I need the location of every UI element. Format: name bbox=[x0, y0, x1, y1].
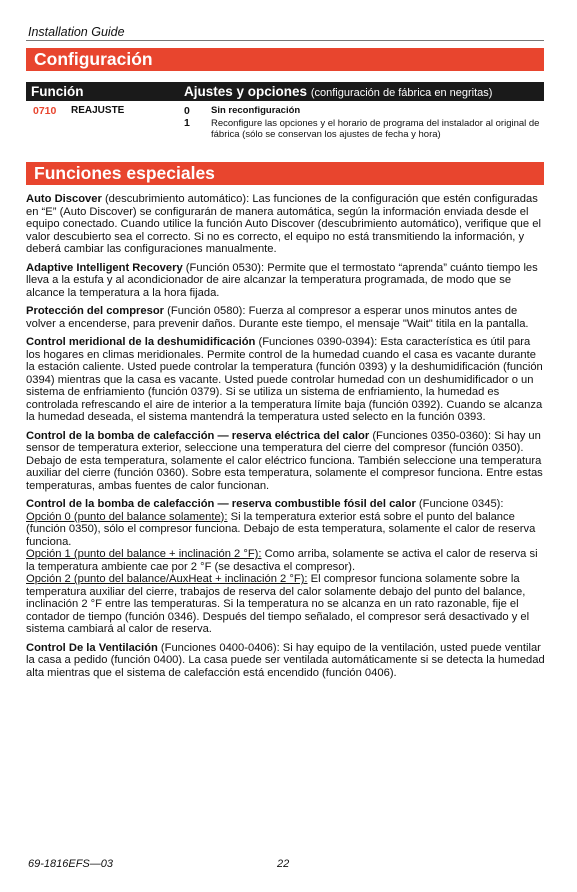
header-divider bbox=[26, 40, 544, 41]
paragraph-compressor-protection bbox=[26, 305, 546, 330]
document-header-label: Installation Guide bbox=[28, 25, 125, 39]
paragraph-text: (Función 0580): Fuerza al compresor a esperar unos minutos antes de volver a encenderse, para prevenir daños. Durante este tiempo, el mensaje "Wait" titila en la pantalla. bbox=[26, 305, 529, 330]
paragraph-ventilation bbox=[26, 642, 546, 680]
paragraph-text: Si la temperatura exterior está sobre el punto del balance (función 0350), sólo el compresor funciona. Debajo de esta temperatura, solamente el calor de reserva funciona. bbox=[26, 510, 536, 548]
paragraph-heat-pump-electric bbox=[26, 430, 546, 493]
paragraph-lead: Control De la Ventilación bbox=[26, 641, 158, 654]
option-number: 1 bbox=[184, 117, 190, 129]
page-number: 22 bbox=[277, 858, 290, 870]
special-functions-content bbox=[26, 193, 546, 685]
paragraph-auto-discover bbox=[26, 193, 546, 256]
paragraph-lead: Adaptive Intelligent Recovery bbox=[26, 261, 183, 274]
function-name: REAJUSTE bbox=[71, 105, 125, 116]
funciones-especiales-section-title: Funciones especiales bbox=[26, 162, 544, 185]
paragraph-text: (Funciones 0390-0394): Esta característica es útil para los hogares en climas meridionales. Permite control de la humedad cuando el casa es vacante durante la estación caliente. Usted puede controlar la temperatura (función 0393) y la deshumidificación (función 0394) mientras que la casa es vacante. Usted puede controlar humedad con un deshumidificador o un sistema de enfriamiento (función 0379). Si se utiliza un sistema de enfriamiento, la humedad es controlada refrescando el aire de interior a la temperatura límite baja (función 0392). Cuando se alcanza la humedad deseada, el sistema mantendrá la temperatura usted selecto en la función 0393. bbox=[26, 336, 543, 423]
paragraph-heat-pump-fossil bbox=[26, 498, 546, 636]
paragraph-text: El compresor funciona solamente sobre la temperatura auxiliar del cierre, trabajos de reserva del calor solamente debajo del punto del balance, inclinación 2 °F entre las temperaturas. Si la temperatura no se alcanza en un rato razonable, fije el contador de tiempo (función 0346). Después del tiempo señalado, el compresor será desactivado y el sistema cambiará al calor de reserva. bbox=[26, 573, 530, 635]
paragraph-text: (Funciones 0350-0360): Si hay un sensor de temperatura exterior, seleccione una temperatura del cierre del compresor (función 0350). Debajo de esta temperatura, solamente el calor eléctrico funciona. También seleccione una temperatura auxiliar del cierre (función 0360). Sobre esta temperatura, solamente el compresor funciona. Entre estas temperaturas, ambas fuentes de calor funcionan. bbox=[26, 429, 543, 492]
option-1-description bbox=[26, 548, 546, 573]
option-number: 0 bbox=[184, 105, 190, 117]
option-label: Opción 0 (punto del balance solamente): bbox=[26, 510, 228, 523]
configuracion-section-title: Configuración bbox=[26, 48, 544, 71]
function-code: 0710 bbox=[33, 105, 57, 117]
paragraph-text: (Funciones 0400-0406): Si hay equipo de la ventilación, usted puede ventilar la casa a pedido (función 0400). La casa puede ser ventilada automáticamente si se detecta la humedad alta mientras que el sistema de calefacción está encendido (función 0406). bbox=[26, 641, 545, 679]
paragraph-text: Como arriba, solamente se activa el calor de reserva si la temperatura ambiente cae por 2 °F (se desactiva el compresor). bbox=[26, 548, 538, 573]
paragraph-adaptive-recovery bbox=[26, 262, 546, 300]
settings-header-note: (configuración de fábrica en negritas) bbox=[310, 87, 493, 99]
paragraph-dehumidification bbox=[26, 336, 546, 424]
function-column-header: Función bbox=[31, 84, 84, 99]
option-2-description bbox=[26, 573, 546, 636]
paragraph-lead: Control meridional de la deshumidificación bbox=[26, 336, 256, 348]
option-description: Reconfigure las opciones y el horario de programa del instalador al original de fábrica (sólo se conservan los ajustes de fecha y hora) bbox=[211, 118, 540, 140]
option-label: Opción 1 (punto del balance + inclinación 2 °F): bbox=[26, 548, 262, 560]
paragraph-lead: Control de la bomba de calefacción — reserva eléctrica del calor bbox=[26, 429, 370, 442]
function-table-header bbox=[26, 82, 544, 101]
option-title: Sin reconfiguración bbox=[211, 105, 301, 116]
paragraph-text: (descubrimiento automático): Las funciones de la configuración que estén configuradas en “E” (Auto Discover) se configurarán de manera automática, según la información enviada desde el equipo conectado. Cuando utilice la función Auto Discover (descubrimiento automático), verifique que el valor descubierto sea el correcto. Si no es correcto, el equipo no está transmitiendo la información, y deberá cambiar las configuraciones manualmente. bbox=[26, 193, 541, 255]
settings-header-title: Ajustes y opciones bbox=[184, 84, 308, 99]
paragraph-lead: Auto Discover bbox=[26, 193, 102, 205]
paragraph-lead: Protección del compresor bbox=[26, 305, 165, 317]
paragraph-text: (Funcione 0345): bbox=[415, 498, 504, 510]
paragraph-lead: Control de la bomba de calefacción — reserva combustible fósil del calor bbox=[26, 498, 416, 510]
fossil-intro bbox=[26, 498, 546, 511]
option-label: Opción 2 (punto del balance/AuxHeat + inclinación 2 °F): bbox=[26, 573, 308, 585]
option-0-description bbox=[26, 511, 546, 549]
settings-column-header bbox=[184, 82, 492, 103]
paragraph-text: (Función 0530): Permite que el termostato “aprenda” cuánto tiempo les lleva a la estufa y al acondicionador de aire alcanzar la temperatura programada, de modo que se alcance la temperatura a la hora fijada. bbox=[26, 261, 538, 299]
document-code: 69-1816EFS—03 bbox=[28, 858, 113, 870]
